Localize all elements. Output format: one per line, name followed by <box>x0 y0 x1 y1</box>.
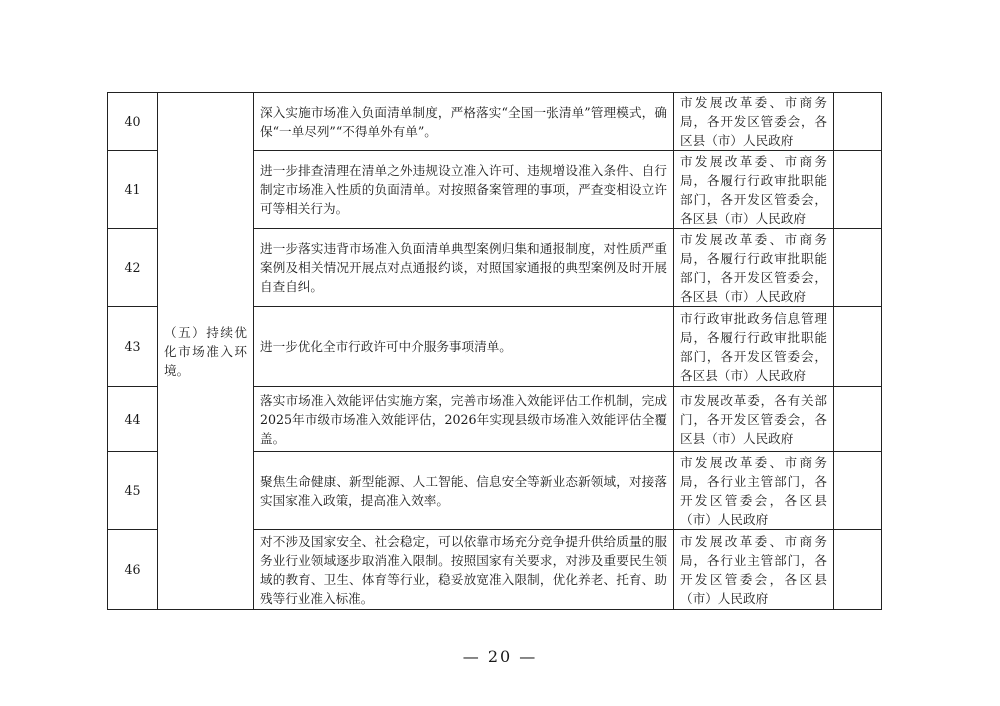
task-table <box>107 92 882 610</box>
note-cell <box>834 452 882 530</box>
row-number: 42 <box>108 229 158 307</box>
note-cell <box>834 151 882 229</box>
responsible-dept: 市发展改革委、市商务局，各行业主管部门，各开发区管委会，各区县（市）人民政府 <box>674 452 834 530</box>
responsible-dept: 市行政审批政务信息管理局，各履行行政审批职能部门，各开发区管委会，各区县（市）人民政府 <box>674 307 834 387</box>
row-number: 40 <box>108 93 158 151</box>
task-text: 进一步落实违背市场准入负面清单典型案例归集和通报制度，对性质严重案例及相关情况开展点对点通报约谈，对照国家通报的典型案例及时开展自查自纠。 <box>254 229 674 307</box>
note-cell <box>834 387 882 452</box>
table-row <box>108 93 882 151</box>
responsible-dept: 市发展改革委、市商务局，各开发区管委会，各区县（市）人民政府 <box>674 93 834 151</box>
task-text: 进一步排查清理在清单之外违规设立准入许可、违规增设准入条件、自行制定市场准入性质的负面清单。对按照备案管理的事项，严查变相设立许可等相关行为。 <box>254 151 674 229</box>
responsible-dept: 市发展改革委、市商务局，各履行行政审批职能部门，各开发区管委会，各区县（市）人民政府 <box>674 151 834 229</box>
row-number: 43 <box>108 307 158 387</box>
responsible-dept: 市发展改革委、市商务局，各行业主管部门，各开发区管委会，各区县（市）人民政府 <box>674 530 834 610</box>
group-label-cell <box>158 93 254 610</box>
note-cell <box>834 530 882 610</box>
note-cell <box>834 93 882 151</box>
task-text: 进一步优化全市行政许可中介服务事项清单。 <box>254 307 674 387</box>
responsible-dept: 市发展改革委，各有关部门，各开发区管委会，各区县（市）人民政府 <box>674 387 834 452</box>
row-number: 45 <box>108 452 158 530</box>
task-text: 深入实施市场准入负面清单制度，严格落实“全国一张清单”管理模式，确保“一单尽列”“不得单外有单”。 <box>254 93 674 151</box>
task-text: 对不涉及国家安全、社会稳定，可以依靠市场充分竞争提升供给质量的服务业行业领域逐步取消准入限制。按照国家有关要求，对涉及重要民生领域的教育、卫生、体育等行业，稳妥放宽准入限制，优化养老、托育、助残等行业准入标准。 <box>254 530 674 610</box>
note-cell <box>834 307 882 387</box>
task-text: 落实市场准入效能评估实施方案，完善市场准入效能评估工作机制，完成2025年市级市场准入效能评估，2026年实现县级市场准入效能评估全覆盖。 <box>254 387 674 452</box>
row-number: 46 <box>108 530 158 610</box>
note-cell <box>834 229 882 307</box>
task-text: 聚焦生命健康、新型能源、人工智能、信息安全等新业态新领域，对接落实国家准入政策，提高准入效率。 <box>254 452 674 530</box>
row-number: 44 <box>108 387 158 452</box>
responsible-dept: 市发展改革委、市商务局，各履行行政审批职能部门，各开发区管委会，各区县（市）人民政府 <box>674 229 834 307</box>
page-number: — 20 — <box>462 647 538 666</box>
row-number: 41 <box>108 151 158 229</box>
group-label: （五）持续优化市场准入环境。 <box>164 324 247 378</box>
